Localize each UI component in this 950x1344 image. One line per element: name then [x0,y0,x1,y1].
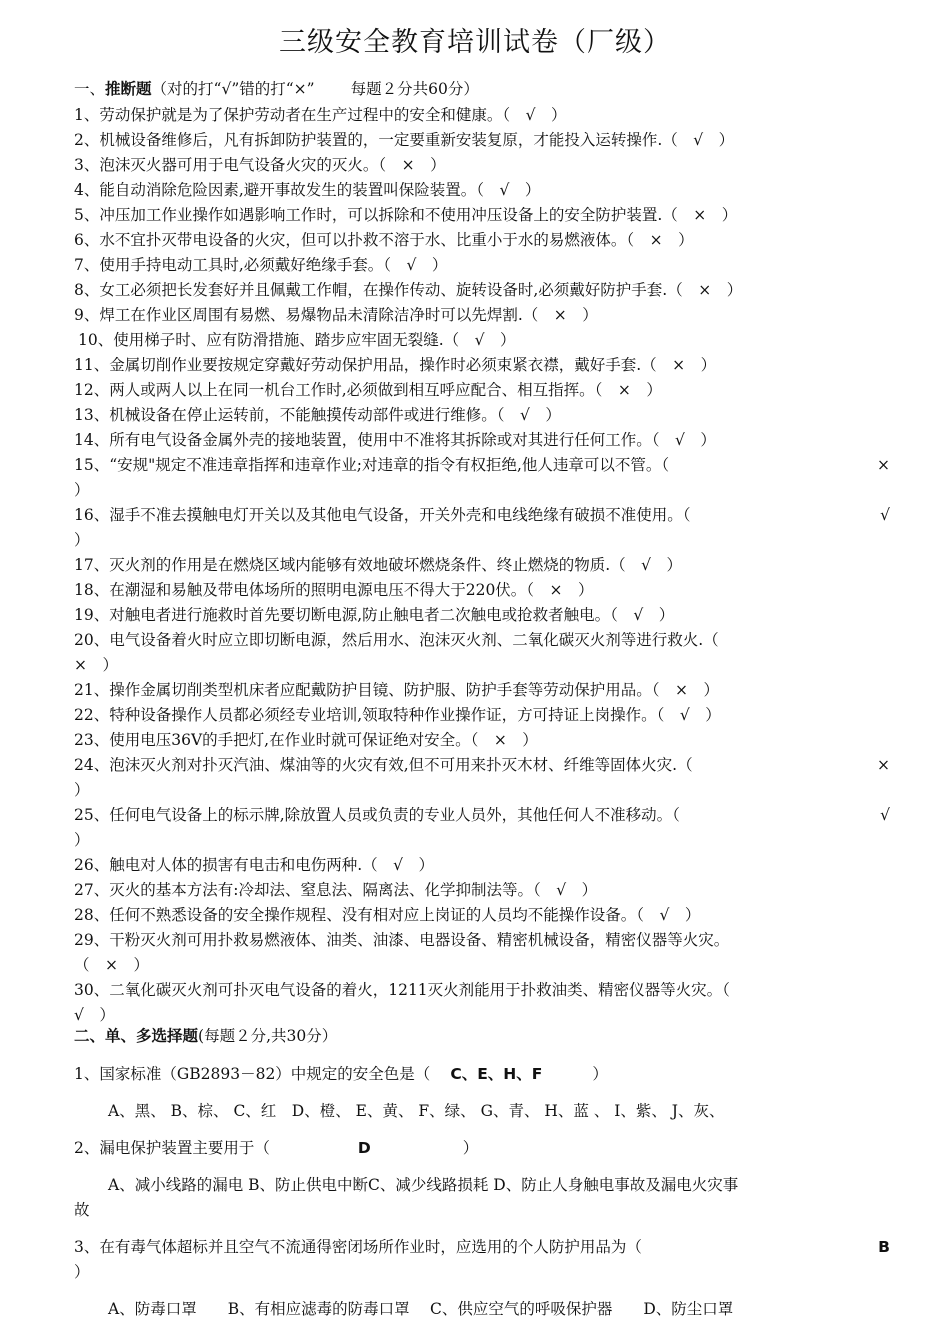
tf-question-text: 29、干粉灭火剂可用扑救易燃液体、油类、油漆、电器设备、精密机械设备，精密仪器等火灾。 [74,931,730,949]
mc-options-2: A、减小线路的漏电 B、防止供电中断C、减少线路损耗 D、防止人身触电事故及漏电火灾事 [108,1176,739,1194]
mc-close: ） [592,1065,608,1083]
section1-note: （对的打“√”错的打“×” [151,80,315,98]
tf-question: 4、能自动消除危险因素,避开事故发生的装置叫保险装置。（ √ ） [74,181,541,199]
tf-question: 8、女工必须把长发套好并且佩戴工作帽，在操作传动、旋转设备时,必须戴好防护手套.（ × ） [74,281,743,299]
mc-close: ） [462,1139,479,1157]
tf-question-continuation: ） [74,781,90,799]
section1-prefix: 一、 [74,80,106,98]
tf-question [74,628,892,653]
tf-question: 3、泡沫灭火器可用于电气设备火灾的灭火。（ × ） [74,156,446,174]
tf-question-continuation: √ ） [74,1006,115,1024]
tf-question: 17、灭火剂的作用是在燃烧区域内能够有效地破坏燃烧条件、终止燃烧的物质.（ √ ） [74,556,683,574]
mc-answer: B [878,1238,890,1256]
tf-question [74,503,892,528]
tf-question [74,453,892,478]
tf-question [74,803,892,828]
mc-options-2-cont: 故 [74,1201,90,1219]
section2-header [74,1025,337,1047]
tf-question-text: 15、“安规"规定不准违章指挥和违章作业;对违章的指令有权拒绝,他人违章可以不管。（ [74,456,670,474]
tf-question [74,928,892,953]
tf-question: 27、灭火的基本方法有:冷却法、窒息法、隔离法、化学抑制法等。（ √ ） [74,881,598,899]
tf-question-continuation: （ × ） [74,956,149,974]
mc-answer: D [357,1139,371,1157]
tf-question-text: 16、湿手不准去摸触电灯开关以及其他电气设备，开关外壳和电线绝缘有破损不准使用。（ [74,506,691,524]
mc-answer: C、E、H、F [450,1065,543,1083]
mc-question-text: 2、漏电保护装置主要用于（ [74,1139,270,1157]
tf-answer-mark: √ [880,806,890,824]
tf-question-continuation: ） [74,831,90,849]
mc-options-1: A、黑、 B、棕、 C、红 D、橙、 E、黄、 F、绿、 G、青、 H、蓝 、 I、紫、 J、灰、 [108,1102,725,1120]
tf-question: 22、特种设备操作人员都必须经专业培训,领取特种作业操作证，方可持证上岗操作。（ √ ） [74,706,721,724]
tf-answer-mark: × [877,756,890,774]
mc-question-3 [74,1235,892,1260]
tf-question: 1、劳动保护就是为了保护劳动者在生产过程中的安全和健康。（ √ ） [74,106,567,124]
tf-question: 18、在潮湿和易触及带电体场所的照明电源电压不得大于220伏。（ × ） [74,581,594,599]
tf-question: 28、任何不熟悉设备的安全操作规程、没有相对应上岗证的人员均不能操作设备。（ √ ） [74,906,701,924]
tf-question: 9、焊工在作业区周围有易燃、易爆物品未清除洁净时可以先焊割.（ × ） [74,306,598,324]
tf-answer-mark: √ [880,506,890,524]
section1-score: 每题２分共60分） [350,80,479,98]
tf-answer-mark: × [877,456,890,474]
mc-question-2 [74,1136,892,1161]
tf-question: 23、使用电压36V的手把灯,在作业时就可保证绝对安全。（ × ） [74,731,538,749]
tf-question: 13、机械设备在停止运转前，不能触摸传动部件或进行维修。（ √ ） [74,406,561,424]
section2-heading: 二、单、多选择题 [74,1026,199,1045]
tf-question: 26、触电对人体的损害有电击和电伤两种.（ √ ） [74,856,435,874]
tf-question: 11、金属切削作业要按规定穿戴好劳动保护用品，操作时必须束紧衣襟，戴好手套.（ × ） [74,356,717,374]
tf-question: 10、使用梯子时、应有防滑措施、踏步应牢固无裂缝.（ √ ） [78,331,516,349]
tf-question: 14、所有电气设备金属外壳的接地装置，使用中不准将其拆除或对其进行任何工作。（ √ ） [74,431,716,449]
tf-question-text: 24、泡沫灭火剂对扑灭汽油、煤油等的火灾有效,但不可用来扑灭木材、纤维等固体火灾.（ [74,756,693,774]
tf-question-text: 30、二氧化碳灭火剂可扑灭电气设备的着火，1211灭火剂能用于扑救油类、精密仪器等火灾。（ [74,981,730,999]
tf-question-continuation: ） [74,481,90,499]
tf-question: 19、对触电者进行施救时首先要切断电源,防止触电者二次触电或抢救者触电。（ √ ） [74,606,675,624]
mc-options-3: A、防毒口罩 B、有相应滤毒的防毒口罩 C、供应空气的呼吸保护器 D、防尘口罩 [108,1300,734,1318]
section1-header [74,78,479,100]
tf-question: 7、使用手持电动工具时,必须戴好绝缘手套。（ √ ） [74,256,448,274]
tf-question: 2、机械设备维修后，凡有拆卸防护装置的，一定要重新安装复原，才能投入运转操作.（ √ ） [74,131,735,149]
tf-question-continuation: ） [74,531,90,549]
tf-question: 12、两人或两人以上在同一机台工作时,必须做到相互呼应配合、相互指挥。（ × ） [74,381,662,399]
tf-question [74,978,892,1003]
tf-question: 5、冲压加工作业操作如遇影响工作时，可以拆除和不使用冲压设备上的安全防护装置.（ × ） [74,206,738,224]
tf-question: 6、水不宜扑灭带电设备的火灾，但可以扑救不溶于水、比重小于水的易燃液体。（ × ） [74,231,694,249]
tf-question: 21、操作金属切削类型机床者应配戴防护目镜、防护服、防护手套等劳动保护用品。（ × ） [74,681,719,699]
tf-question-text: 25、任何电气设备上的标示牌,除放置人员或负责的专业人员外，其他任何人不准移动。（ [74,806,680,824]
page-title: 三级安全教育培训试卷（厂级） [279,27,671,58]
section1-heading: 推断题 [105,79,152,98]
mc-question-1 [74,1062,892,1087]
true-false-list [74,103,892,1028]
mc-question-text: 1、国家标准（GB2893－82）中规定的安全色是（ [74,1065,431,1083]
section2-score: (每题２分,共30分） [198,1027,338,1045]
tf-question [74,753,892,778]
multiple-choice-list [74,1062,892,1322]
tf-question-continuation: × ） [74,656,118,674]
tf-question-text: 20、电气设备着火时应立即切断电源，然后用水、泡沫灭火剂、二氧化碳灭火剂等进行救火.（ [74,631,719,649]
mc-close-3: ） [74,1263,90,1281]
mc-question-text: 3、在有毒气体超标并且空气不流通得密闭场所作业时，应选用的个人防护用品为（ [74,1238,642,1256]
